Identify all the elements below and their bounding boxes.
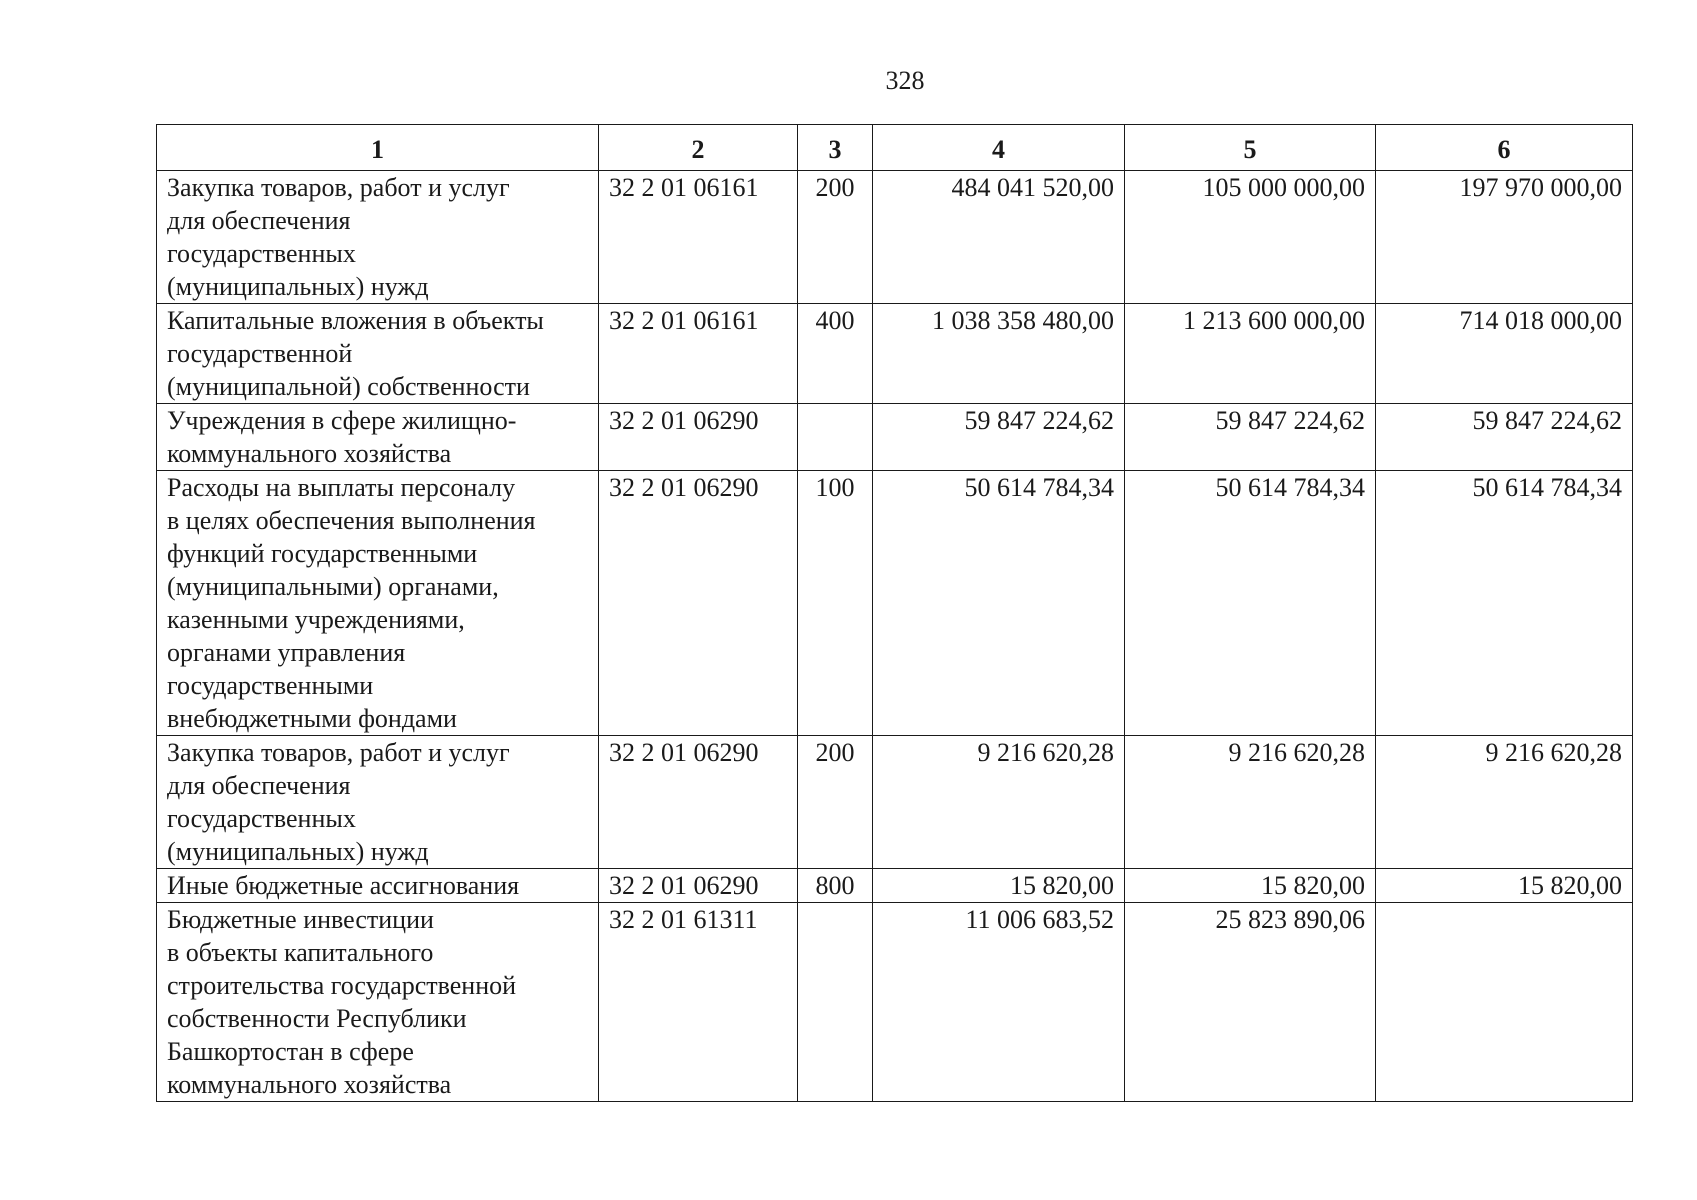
row-name-line: Бюджетные инвестиции: [167, 905, 434, 934]
row-amount-5-cell: 9 216 620,28: [1125, 736, 1376, 869]
row-amount-5-cell: 25 823 890,06: [1125, 903, 1376, 1102]
row-amount-5-cell: 1 213 600 000,00: [1125, 304, 1376, 404]
row-name-cell: [157, 404, 599, 471]
header-row: [157, 125, 1633, 171]
row-name-line: (муниципальной) собственности: [167, 372, 530, 401]
row-name-line: государственных: [167, 804, 356, 833]
row-name-line: (муниципальными) органами,: [167, 572, 499, 601]
row-amount-4-cell: 59 847 224,62: [873, 404, 1125, 471]
row-kind-cell: 100: [798, 471, 873, 736]
row-name-line: Башкортостан в сфере: [167, 1037, 414, 1066]
table-row: [157, 171, 1633, 304]
column-header: 3: [798, 125, 873, 171]
row-code-cell: 32 2 01 06161: [599, 304, 798, 404]
row-amount-4-cell: 9 216 620,28: [873, 736, 1125, 869]
row-amount-6-cell: 59 847 224,62: [1376, 404, 1633, 471]
table-row: [157, 404, 1633, 471]
row-code-cell: 32 2 01 06161: [599, 171, 798, 304]
row-name-line: Капитальные вложения в объекты: [167, 306, 544, 335]
row-amount-4-cell: 50 614 784,34: [873, 471, 1125, 736]
table-row: [157, 736, 1633, 869]
row-name-cell: [157, 903, 599, 1102]
table-row: [157, 903, 1633, 1102]
table-row: [157, 304, 1633, 404]
row-name-line: функций государственными: [167, 539, 478, 568]
row-name-line: казенными учреждениями,: [167, 605, 465, 634]
row-name-line: Закупка товаров, работ и услуг: [167, 173, 510, 202]
row-amount-5-cell: 59 847 224,62: [1125, 404, 1376, 471]
row-name-line: в целях обеспечения выполнения: [167, 506, 536, 535]
table-body: [157, 171, 1633, 1102]
row-kind-cell: 400: [798, 304, 873, 404]
row-name-cell: [157, 471, 599, 736]
row-name-line: внебюджетными фондами: [167, 704, 457, 733]
row-name-line: коммунального хозяйства: [167, 439, 452, 468]
row-code-cell: 32 2 01 06290: [599, 471, 798, 736]
row-name-line: государственной: [167, 339, 353, 368]
row-name-cell: [157, 304, 599, 404]
row-name-line: строительства государственной: [167, 971, 517, 1000]
row-amount-5-cell: 50 614 784,34: [1125, 471, 1376, 736]
row-code-cell: 32 2 01 06290: [599, 869, 798, 903]
row-name-line: (муниципальных) нужд: [167, 837, 429, 866]
row-name-line: органами управления: [167, 638, 406, 667]
row-name-line: собственности Республики: [167, 1004, 467, 1033]
row-name-cell: [157, 736, 599, 869]
row-amount-6-cell: 197 970 000,00: [1376, 171, 1633, 304]
page-number: 328: [885, 66, 925, 95]
row-name-line: Иные бюджетные ассигнования: [167, 871, 520, 900]
row-amount-6-cell: 15 820,00: [1376, 869, 1633, 903]
column-header: 6: [1376, 125, 1633, 171]
row-amount-4-cell: 1 038 358 480,00: [873, 304, 1125, 404]
row-amount-4-cell: 484 041 520,00: [873, 171, 1125, 304]
row-name-line: государственных: [167, 239, 356, 268]
row-amount-5-cell: 15 820,00: [1125, 869, 1376, 903]
column-header: 5: [1125, 125, 1376, 171]
row-amount-5-cell: 105 000 000,00: [1125, 171, 1376, 304]
row-amount-4-cell: 11 006 683,52: [873, 903, 1125, 1102]
row-name-line: (муниципальных) нужд: [167, 272, 429, 301]
row-name-line: для обеспечения: [167, 206, 351, 235]
row-code-cell: 32 2 01 61311: [599, 903, 798, 1102]
row-kind-cell: [798, 903, 873, 1102]
row-name-line: в объекты капитального: [167, 938, 434, 967]
column-header: 1: [157, 125, 599, 171]
row-kind-cell: [798, 404, 873, 471]
column-header: 2: [599, 125, 798, 171]
row-kind-cell: 800: [798, 869, 873, 903]
row-name-line: коммунального хозяйства: [167, 1070, 452, 1099]
row-kind-cell: 200: [798, 736, 873, 869]
row-name-line: Учреждения в сфере жилищно-: [167, 406, 517, 435]
row-amount-6-cell: 9 216 620,28: [1376, 736, 1633, 869]
row-amount-6-cell: [1376, 903, 1633, 1102]
row-name-cell: [157, 869, 599, 903]
row-code-cell: 32 2 01 06290: [599, 736, 798, 869]
table-row: [157, 471, 1633, 736]
row-name-line: для обеспечения: [167, 771, 351, 800]
budget-table: [156, 124, 1633, 1102]
row-code-cell: 32 2 01 06290: [599, 404, 798, 471]
row-kind-cell: 200: [798, 171, 873, 304]
row-name-line: Закупка товаров, работ и услуг: [167, 738, 510, 767]
row-name-line: государственными: [167, 671, 374, 700]
column-header: 4: [873, 125, 1125, 171]
row-amount-4-cell: 15 820,00: [873, 869, 1125, 903]
row-amount-6-cell: 714 018 000,00: [1376, 304, 1633, 404]
table-row: [157, 869, 1633, 903]
row-name-cell: [157, 171, 599, 304]
row-name-line: Расходы на выплаты персоналу: [167, 473, 516, 502]
row-amount-6-cell: 50 614 784,34: [1376, 471, 1633, 736]
